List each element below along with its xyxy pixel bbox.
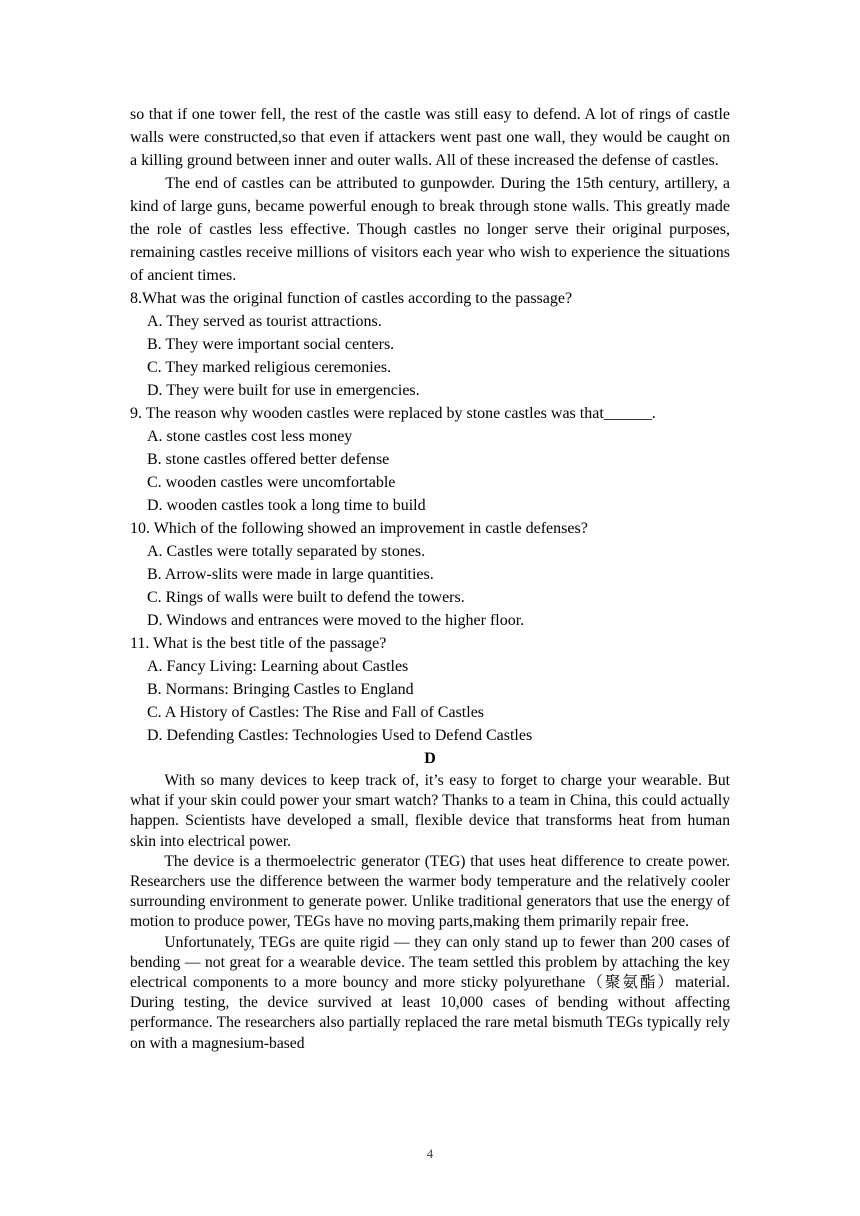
question-stem: 10. Which of the following showed an improvement in castle defenses?	[130, 520, 588, 537]
passage-d-paragraph: Unfortunately, TEGs are quite rigid — they can only stand up to fewer than 200 cases of bending — not great for a wearable device. The team settled this problem by attaching the key electrical components to a more bouncy and more sticky polyurethane（聚氨酯）material. During testing, the device survived at least 10,000 cases of bending without affecting performance. The researchers also partially replaced the rare metal bismuth TEGs typically rely on with a magnesium-based	[130, 933, 730, 1052]
section-heading: D	[424, 750, 436, 767]
answer-option: C. They marked religious ceremonies.	[147, 359, 392, 376]
answer-option: D. wooden castles took a long time to build	[147, 497, 426, 514]
question-9	[130, 402, 730, 517]
question-stem: 9. The reason why wooden castles were replaced by stone castles was that______.	[130, 405, 656, 422]
question-11	[130, 632, 730, 747]
passage-c-paragraph: The end of castles can be attributed to gunpowder. During the 15th century, artillery, a kind of large guns, became powerful enough to break through stone walls. This greatly made the role of castles less effective. Though castles no longer serve their original purposes, remaining castles receive millions of visitors each year who wish to experience the situations of ancient times.	[130, 175, 730, 284]
passage-d-paragraph: With so many devices to keep track of, it’s easy to forget to charge your wearable. But what if your skin could power your smart watch? Thanks to a team in China, this could actually happen. Scientists have developed a small, flexible device that transforms heat from human skin into electrical power.	[130, 772, 730, 850]
answer-option: A. stone castles cost less money	[147, 428, 353, 445]
question-8	[130, 287, 730, 402]
answer-option: D. Windows and entrances were moved to the higher floor.	[147, 612, 525, 629]
answer-option: A. Fancy Living: Learning about Castles	[147, 658, 409, 675]
answer-option: B. They were important social centers.	[147, 336, 395, 353]
answer-option: C. Rings of walls were built to defend the towers.	[147, 589, 465, 606]
question-stem: 8.What was the original function of castles according to the passage?	[130, 290, 573, 307]
question-stem: 11. What is the best title of the passage?	[130, 635, 387, 652]
answer-option: B. Arrow-slits were made in large quantities.	[147, 566, 434, 583]
answer-option: A. Castles were totally separated by stones.	[147, 543, 426, 560]
answer-option: D. They were built for use in emergencies.	[147, 382, 420, 399]
answer-option: B. stone castles offered better defense	[147, 451, 390, 468]
page-number: 4	[426, 1146, 434, 1161]
question-10	[130, 517, 730, 632]
answer-option: C. wooden castles were uncomfortable	[147, 474, 396, 491]
answer-option: B. Normans: Bringing Castles to England	[147, 681, 414, 698]
answer-option: D. Defending Castles: Technologies Used to Defend Castles	[147, 727, 533, 744]
passage-c-paragraph: so that if one tower fell, the rest of the castle was still easy to defend. A lot of rings of castle walls were constructed,so that even if attackers went past one wall, they would be caught on a killing ground between inner and outer walls. All of these increased the defense of castles.	[130, 106, 730, 169]
answer-option: A. They served as tourist attractions.	[147, 313, 382, 330]
passage-d-paragraph: The device is a thermoelectric generator (TEG) that uses heat difference to create power. Researchers use the difference between the warmer body temperature and the relatively cooler surrounding environment to generate power. Unlike traditional generators that use the energy of motion to produce power, TEGs have no moving parts,making them primarily repair free.	[130, 852, 730, 931]
answer-option: C. A History of Castles: The Rise and Fall of Castles	[147, 704, 485, 721]
passage-c-continuation	[130, 103, 730, 1054]
